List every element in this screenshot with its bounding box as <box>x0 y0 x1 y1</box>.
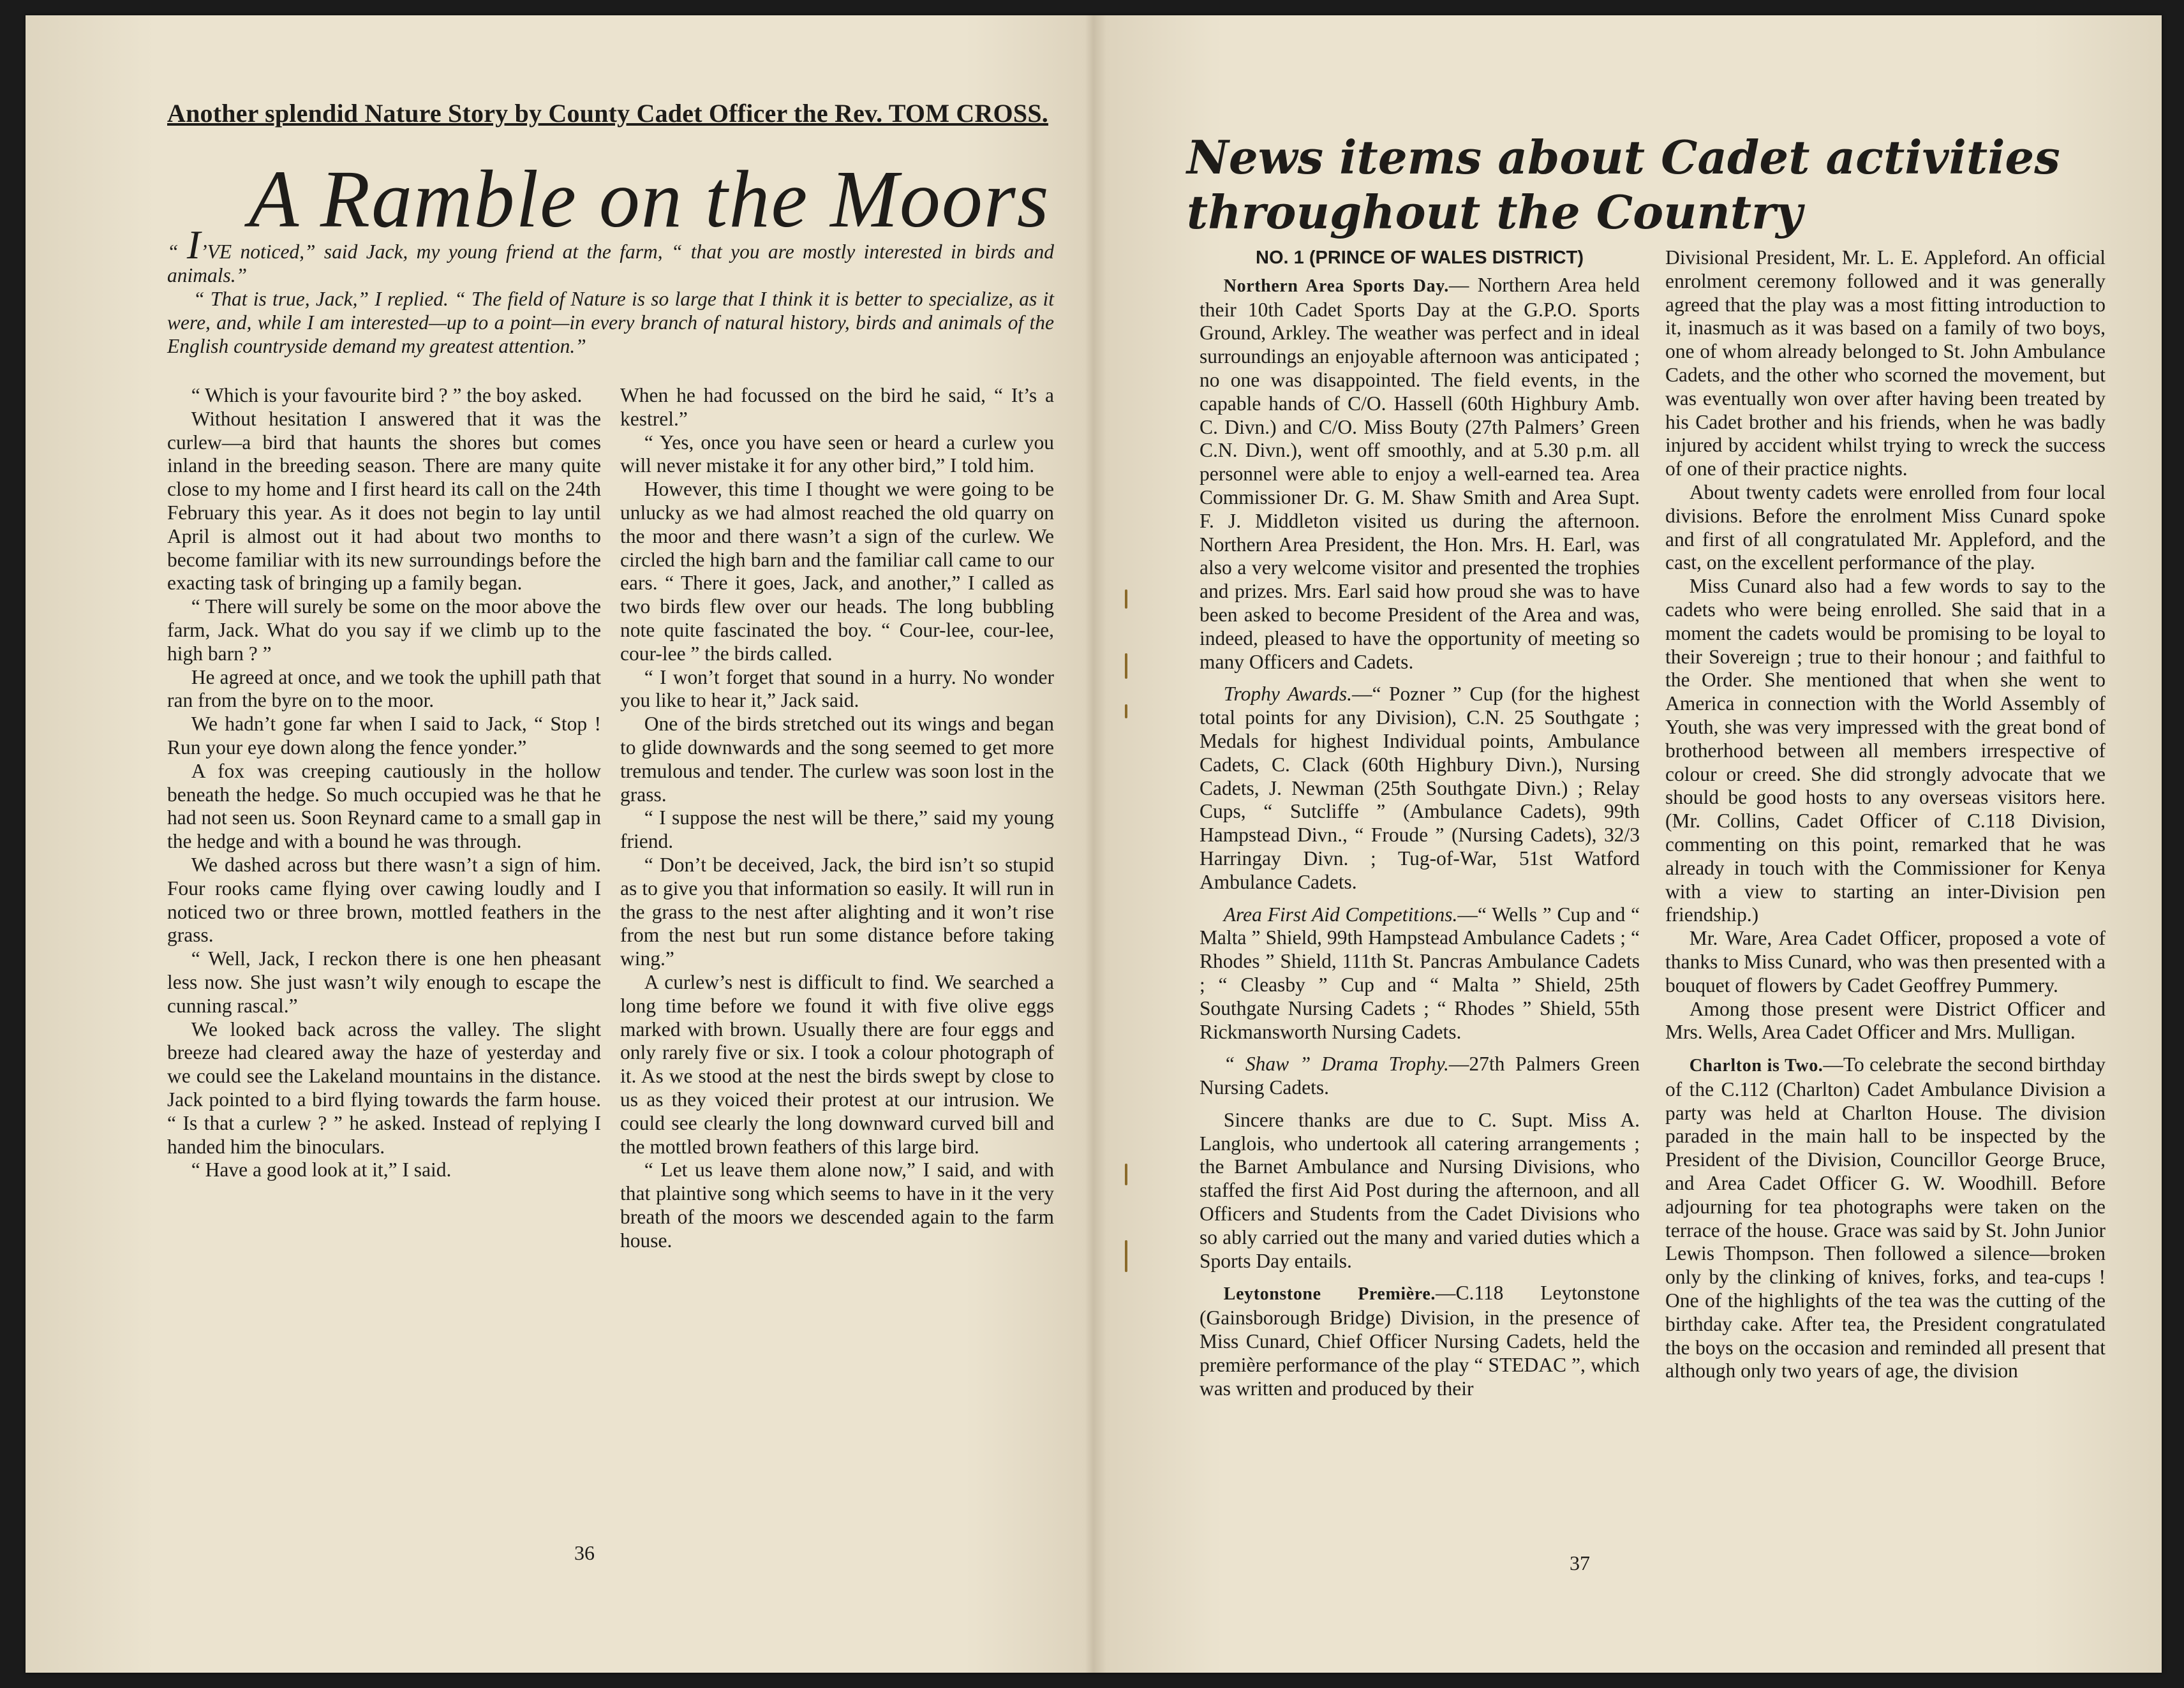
paragraph: We looked back across the valley. The slight breeze had cleared away the haze of yesterday and we could see the Lakeland mountains in the distance. Jack pointed to a bird flying towards the farm house. “ Is that a curlew ? ” he asked. Instead of replying I handed him the binoculars. <box>167 1018 601 1158</box>
item-heading: Northern Area Sports Day. <box>1223 276 1449 296</box>
news-title-line-2: throughout the Country <box>1187 185 1802 239</box>
item-heading: “ Shaw ” Drama Trophy. <box>1223 1053 1449 1076</box>
paragraph: “ I suppose the nest will be there,” said my young friend. <box>620 806 1054 853</box>
paragraph: A fox was creeping cautiously in the hollow beneath the hedge. So much occupied was he that he had not seen us. Soon Reynard came to a small gap in the hedge and with a bound he was through. <box>167 759 601 853</box>
paragraph: We hadn’t gone far when I said to Jack, “ Stop ! Run your eye down along the fence yonder.” <box>167 713 601 759</box>
intro-paragraph-2: “ That is true, Jack,” I replied. “ The field of Nature is so large that I think it is better to specialize, as it were, and, while I am interested—up to a point—in every branch of natural history, birds and animals of the English countryside demand my greatest attention.” <box>167 288 1054 357</box>
item-heading: Leytonstone Première. <box>1223 1284 1436 1305</box>
paragraph: “ There will surely be some on the moor above the farm, Jack. What do you say if we climb up to the high barn ? ” <box>167 595 601 665</box>
article-kicker: Another splendid Nature Story by County Cadet Officer the Rev. TOM CROSS. <box>167 99 1048 128</box>
paragraph: Miss Cunard also had a few words to say to the cadets who were being enrolled. She said that in a moment the cadets would be promising to be loyal to their Sovereign ; true to their honour ; and faithful to the Order. She mentioned that when she went to America in connection with the World Assembly of Youth, she was very impressed with the great bond of brotherhood between all members irrespective of colour or creed. She did strongly advocate that we should be good hosts to any overseas visitors here. (Mr. Collins, Cadet Officer of C.118 Division, commenting on this point, remarked that he was already in touch with the Commissioner for Kenya with a view to starting an inter-Division pen friendship.) <box>1665 575 2106 926</box>
paragraph: He agreed at once, and we took the uphill path that ran from the byre on to the moor. <box>167 665 601 712</box>
paragraph: However, this time I thought we were going to be unlucky as we had almost reached the old quarry on the moor and there wasn’t a sign of the curlew. We circled the high barn and the familiar call came to our ears. “ There it goes, Jack, and another,” I called as two birds flew over our heads. The long bubbling note quite fascinated the boy. “ Cour-lee, cour-lee, cour-lee ” the birds called. <box>620 478 1054 665</box>
item-heading: Charlton is Two. <box>1689 1056 1824 1076</box>
news-item-thanks: Sincere thanks are due to C. Supt. Miss A. Langlois, who undertook all catering arrangements ; the Barnet Ambulance and Nursing Divisions, who staffed the first Aid Post during the afternoon, and all Officers and Students from the Cadet Divisions who so ably carried out the many and varied duties which a Sports Day entails. <box>1200 1108 1640 1272</box>
paragraph: One of the birds stretched out its wings and began to glide downwards and the song seemed to get more tremulous and tender. The curlew was soon lost in the grass. <box>620 713 1054 806</box>
right-page <box>1123 15 2162 1673</box>
paragraph: “ Have a good look at it,” I said. <box>191 1159 452 1181</box>
paragraph: “ Don’t be deceived, Jack, the bird isn’t so stupid as to give you that information so easily. It will run in the grass to the nest after alighting and it won’t rise from the nest but run some distance before taking wing.” <box>620 853 1054 970</box>
paragraph: “ Which is your favourite bird ? ” the boy asked. <box>191 384 583 406</box>
paragraph: “ Yes, once you have seen or heard a curlew you will never mistake it for any other bird,” I told him. <box>620 431 1054 477</box>
news-item-sports: Northern Area Sports Day.— Northern Area held their 10th Cadet Sports Day at the G.P.O. Sports Ground, Arkley. The weather was perfect and in ideal surroundings an enjoyable afternoon was anticipated ; no one was disappointed. The field events, in the capable hands of C/O. Hassell (60th Highbury Amb. C. Divn.) and C/O. Miss Bouty (27th Palmers’ Green C.N. Divn.), went off smoothly, and at 5.30 p.m. all personnel were able to enjoy a well-earned tea. Area Commissioner Dr. G. M. Shaw Smith and Area Supt. F. J. Middleton visited us during the afternoon. Northern Area President, the Hon. Mrs. H. Earl, was also a very welcome visitor and presented the trophies and prizes. Mrs. Earl said how proud she was to have been asked to become President of the Area and was, indeed, pleased to have the opportunity of meeting so many Officers and Cadets. <box>1200 273 1640 673</box>
news-item-leytonstone: Leytonstone Première.—C.118 Leytonstone (Gainsborough Bridge) Division, in the presence of Miss Cunard, Chief Officer Nursing Cadets, held the première performance of the play “ STEDAC ”, which was written and produced by their <box>1200 1282 1640 1400</box>
news-item-drama: “ Shaw ” Drama Trophy.—27th Palmers Green Nursing Cadets. <box>1200 1053 1640 1099</box>
left-page <box>26 15 1097 1673</box>
news-title <box>1187 130 2060 240</box>
item-heading: Area First Aid Competitions. <box>1223 903 1458 926</box>
paragraph: Divisional President, Mr. L. E. Appleford. An official enrolment ceremony followed and it was generally agreed that the play was a most fitting introduction to it, inasmuch as it was based on a family of two boys, one of whom already belonged to St. John Ambulance Cadets, and the other who scorned the movement, but was eventually won over after having been treated by his Cadet brother and his friends, when he was badly injured by accident whilst trying to wreck the success of one of their practice nights. <box>1665 246 2106 480</box>
paragraph: Without hesitation I answered that it was the curlew—a bird that haunts the shores but comes inland in the breeding season. There are many quite close to my home and I first heard its call on the 24th February this year. As it does not begin to lay until April is almost out it had about two months to become familiar with its new surroundings before the exacting task of bringing up a family began. <box>167 407 601 595</box>
news-column-1 <box>1200 246 1640 1400</box>
news-item-first-aid: Area First Aid Competitions.—“ Wells ” Cup and “ Malta ” Shield, 99th Hampstead Ambulance Cadets ; “ Rhodes ” Shield, 111th St. Pancras Ambulance Cadets ; “ Cleasby ” Cup and “ Malta ” Shield, 25th Southgate Nursing Cadets ; “ Rhodes ” Shield, 55th Rickmansworth Nursing Cadets. <box>1200 903 1640 1043</box>
paragraph: About twenty cadets were enrolled from four local divisions. Before the enrolment Miss Cunard spoke and first of all congratulated Mr. Appleford, and the cast, on the excellent performance of the play. <box>1665 480 2106 574</box>
paragraph: Among those present were District Officer and Mrs. Wells, Area Cadet Officer and Mrs. Mulligan. <box>1665 997 2106 1044</box>
paragraph: “ Let us leave them alone now,” I said, and with that plaintive song which seems to have in it the very breath of the moors we descended again to the farm house. <box>620 1159 1054 1252</box>
article-intro <box>167 222 1054 358</box>
article-column-2 <box>620 384 1054 1252</box>
magazine-spread <box>26 15 2162 1673</box>
paragraph: When he had focussed on the bird he said, “ It’s a kestrel.” <box>620 384 1054 430</box>
district-heading: NO. 1 (PRINCE OF WALES DISTRICT) <box>1256 248 1584 268</box>
article-title: A Ramble on the Moors <box>249 154 1050 244</box>
article-column-1 <box>167 384 601 1182</box>
intro-paragraph-1 <box>167 222 1054 287</box>
paragraph: Mr. Ware, Area Cadet Officer, proposed a vote of thanks to Miss Cunard, who was then presented with a bouquet of flowers by Cadet Geoffrey Pummery. <box>1665 927 2106 996</box>
news-item-trophy: Trophy Awards.—“ Pozner ” Cup (for the highest total points for any Division), C.N. 25 Southgate ; Medals for highest Individual points, Ambulance Cadets, C. Clack (60th Highbury Divn.), Nursing Cadets, J. Newman (25th Southgate Divn.) ; Relay Cups, “ Sutcliffe ” (Ambulance Cadets), 99th Hampstead Divn., “ Froude ” (Nursing Cadets), 32/3 Harringay Divn. ; Tug-of-War, 51st Watford Ambulance Cadets. <box>1200 683 1640 893</box>
page-number: 37 <box>1570 1551 1590 1574</box>
drop-cap: I <box>186 222 201 267</box>
item-heading: Trophy Awards. <box>1223 683 1353 706</box>
intro-open-quote: “ <box>167 241 187 263</box>
paragraph: A curlew’s nest is difficult to find. We searched a long time before we found it with five olive eggs marked with brown. Usually there are four eggs and only rarely five or six. I took a colour photograph of it. As we stood at the nest the birds swept by close to us as they voiced their protest at our intrusion. We could see clearly the long downward curved bill and the mottled brown feathers of this large bird. <box>620 970 1054 1158</box>
intro-text: ’VE noticed,” said Jack, my young friend at the farm, “ that you are mostly interested in birds and animals.” <box>167 241 1054 286</box>
page-number: 36 <box>574 1541 595 1564</box>
paragraph: We dashed across but there wasn’t a sign of him. Four rooks came flying over cawing loudly and I noticed two or three brown, mottled feathers in the grass. <box>167 853 601 947</box>
news-title-line-1: News items about Cadet activities <box>1187 130 2060 184</box>
paragraph: “ I won’t forget that sound in a hurry. No wonder you like to hear it,” Jack said. <box>620 665 1054 712</box>
news-column-2 <box>1665 246 2106 1383</box>
news-item-charlton: Charlton is Two.—To celebrate the second birthday of the C.112 (Charlton) Cadet Ambulance Division a party was held at Charlton House. The division paraded in the main hall to be inspected by the President of the Division, Councillor George Bruce, and Area Cadet Officer G. W. Woodhill. Before adjourning for tea photographs were taken on the terrace of the house. Grace was said by St. John Junior Lewis Thompson. Then followed a silence—broken only by the clinking of knives, forks, and tea-cups ! One of the highlights of the tea was the cutting of the birthday cake. After tea, the President congratulated the boys on the occasion and reminded all present that although only two years of age, the division <box>1665 1053 2106 1382</box>
paragraph: “ Well, Jack, I reckon there is one hen pheasant less now. She just wasn’t wily enough to escape the cunning rascal.” <box>167 947 601 1017</box>
